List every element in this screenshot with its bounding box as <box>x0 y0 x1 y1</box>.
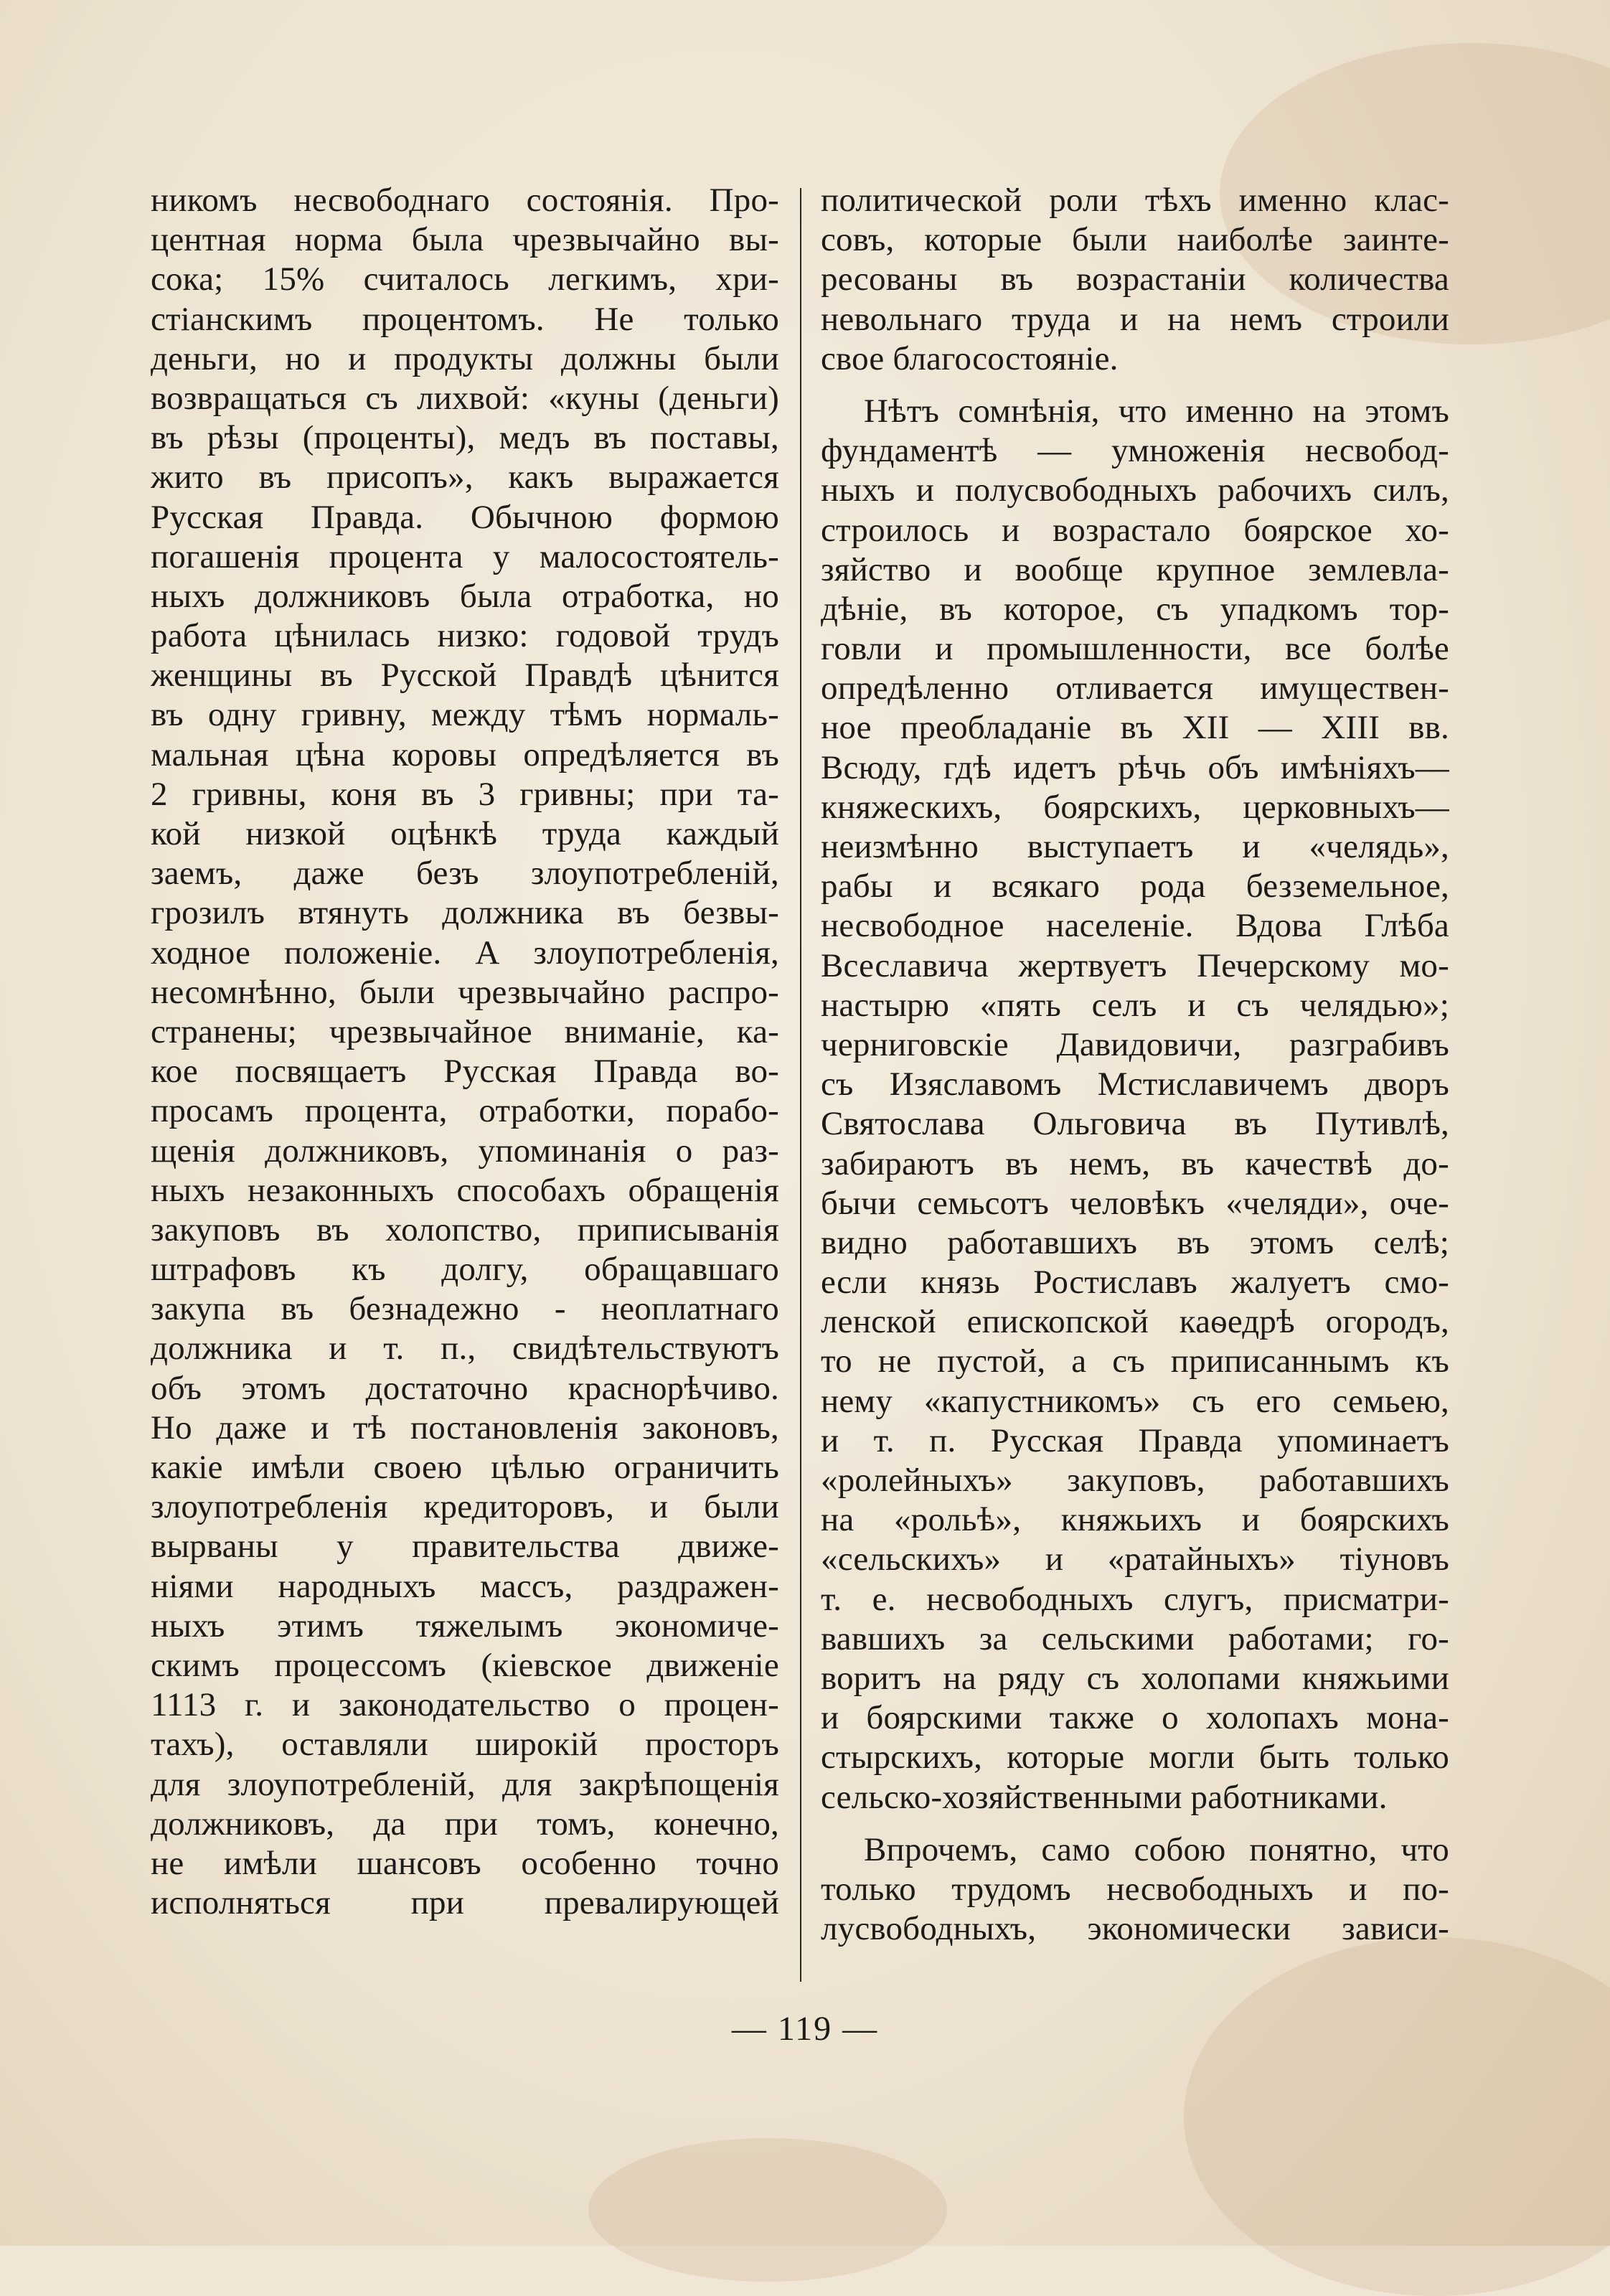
text-line: должниковъ, да при томъ, конечно, <box>151 1805 779 1843</box>
text-line: грозилъ втянуть должника въ безвы- <box>151 894 779 932</box>
text-line: Всюду, гдѣ идетъ рѣчь объ имѣніяхъ— <box>821 748 1449 786</box>
text-line: Святослава Ольговича въ Путивлѣ, <box>821 1105 1449 1143</box>
text-line: 2 гривны, коня въ 3 гривны; при та- <box>151 775 779 813</box>
text-line: какіе имѣли своею цѣлью ограничить <box>151 1449 779 1486</box>
text-line: на «рольѣ», княжьихъ и боярскихъ <box>821 1501 1449 1539</box>
text-line: нему «капустникомъ» съ его семьею, <box>821 1382 1449 1420</box>
paragraph-start-line: Впрочемъ, само собою понятно, что <box>864 1830 1449 1868</box>
text-line: рабы и всякаго рода безземельное, <box>821 867 1449 905</box>
text-line: объ этомъ достаточно краснорѣчиво. <box>151 1369 779 1407</box>
text-line: ныхъ незаконныхъ способахъ обращенія <box>151 1171 779 1209</box>
text-line: вавшихъ за сельскими работами; го- <box>821 1619 1449 1657</box>
text-line: политической роли тѣхъ именно клас- <box>821 182 1449 219</box>
text-line: ленской епископской каѳедрѣ огородъ, <box>821 1303 1449 1341</box>
text-line: для злоупотребленій, для закрѣпощенія <box>151 1765 779 1803</box>
text-line: въ одну гривну, между тѣмъ нормаль- <box>151 696 779 734</box>
paragraph-start-line: Нѣтъ сомнѣнія, что именно на этомъ <box>864 392 1449 430</box>
text-line: сельско-хозяйственными работниками. <box>821 1778 1388 1816</box>
text-line: кое посвящаетъ Русская Правда во- <box>151 1053 779 1091</box>
text-line: видно работавшихъ въ этомъ селѣ; <box>821 1223 1449 1261</box>
text-line: ніями народныхъ массъ, раздражен- <box>151 1567 779 1605</box>
text-line: странены; чрезвычайное вниманіе, ка- <box>151 1012 779 1050</box>
text-line: забираютъ въ немъ, въ качествѣ до- <box>821 1144 1449 1182</box>
text-line: исполняться при превалирующей <box>151 1884 779 1922</box>
text-line: просамъ процента, отработки, порабо- <box>151 1092 779 1130</box>
text-line: ныхъ должниковъ была отработка, но <box>151 577 779 615</box>
text-line: деньги, но и продукты должны были <box>151 339 779 377</box>
text-line: злоупотребленія кредиторовъ, и были <box>151 1488 779 1526</box>
text-line: никомъ несвободнаго состоянія. Про- <box>151 182 779 219</box>
text-line: щенія должниковъ, упоминанія о раз- <box>151 1131 779 1170</box>
text-line: центная норма была чрезвычайно вы- <box>151 221 779 259</box>
text-line: только трудомъ несвободныхъ и по- <box>821 1870 1449 1908</box>
text-line: жито въ присопъ», какъ выражается <box>151 458 779 497</box>
text-line: 1113 г. и законодательство о процен- <box>151 1686 779 1724</box>
text-line: ресованы въ возрастаніи количества <box>821 260 1449 298</box>
text-line: неизмѣнно выступаетъ и «челядь», <box>821 828 1449 865</box>
text-line: «сельскихъ» и «ратайныхъ» тіуновъ <box>821 1540 1449 1578</box>
text-line: стырскихъ, которые могли быть только <box>821 1739 1449 1777</box>
text-line: опредѣленно отливается имуществен- <box>821 669 1449 707</box>
text-line: «ролейныхъ» закуповъ, работавшихъ <box>821 1462 1449 1499</box>
text-line: то не пустой, а съ приписаннымъ къ <box>821 1342 1449 1380</box>
text-line: черниговскіе Давидовичи, разграбивъ <box>821 1025 1449 1063</box>
text-line: работа цѣнилась низко: годовой трудъ <box>151 617 779 655</box>
text-line: сока; 15% считалось легкимъ, хри- <box>151 260 779 298</box>
text-line: княжескихъ, боярскихъ, церковныхъ— <box>821 788 1449 826</box>
text-line: говли и промышленности, все болѣе <box>821 630 1449 668</box>
text-line: и т. п. Русская Правда упоминаетъ <box>821 1421 1449 1459</box>
text-line: тахъ), оставляли широкій просторъ <box>151 1726 779 1764</box>
text-line: стіанскимъ процентомъ. Не только <box>151 300 779 338</box>
text-line: скимъ процессомъ (кіевское движеніе <box>151 1646 779 1684</box>
column-divider <box>800 188 801 1982</box>
text-line: фундаментѣ — умноженія несвобод- <box>821 432 1449 470</box>
text-line: съ Изяславомъ Мстиславичемъ дворъ <box>821 1065 1449 1104</box>
text-line: должника и т. п., свидѣтельствуютъ <box>151 1330 779 1368</box>
text-line: мальная цѣна коровы опредѣляется въ <box>151 735 779 773</box>
text-line: закуповъ въ холопство, приписыванія <box>151 1210 779 1248</box>
paper-stain <box>588 2138 947 2282</box>
right-text-column <box>821 181 1449 1949</box>
text-line: совъ, которые были наиболѣе заинте- <box>821 221 1449 259</box>
text-line: несвободное населеніе. Вдова Глѣба <box>821 907 1449 945</box>
text-line: заемъ, даже безъ злоупотребленій, <box>151 855 779 893</box>
text-line: ное преобладаніе въ XII — XIII вв. <box>821 709 1449 747</box>
text-line: погашенія процента у малосостоятель- <box>151 537 779 575</box>
text-line: Но даже и тѣ постановленія законовъ, <box>151 1408 779 1446</box>
text-line: невольнаго труда и на немъ строили <box>821 300 1449 338</box>
text-line: кой низкой оцѣнкѣ труда каждый <box>151 815 779 852</box>
text-line: строилось и возрастало боярское хо- <box>821 511 1449 549</box>
text-line: и боярскими также о холопахъ мона- <box>821 1699 1449 1737</box>
page-number: — 119 — <box>731 2010 879 2048</box>
text-line: если князь Ростиславъ жалуетъ смо- <box>821 1264 1449 1302</box>
text-line: настырю «пять селъ и съ челядью»; <box>821 986 1449 1024</box>
text-line: закупа въ безнадежно - неоплатнаго <box>151 1290 779 1328</box>
left-text-column <box>151 181 779 1923</box>
text-line: ныхъ и полусвободныхъ рабочихъ силъ, <box>821 471 1449 509</box>
text-line: ходное положеніе. А злоупотребленія, <box>151 933 779 971</box>
document-page <box>151 181 1456 1989</box>
text-line: т. е. несвободныхъ слугъ, присматри- <box>821 1580 1449 1618</box>
text-line: бычи семьсотъ человѣкъ «челяди», оче- <box>821 1184 1449 1222</box>
text-line: Русская Правда. Обычною формою <box>151 498 779 536</box>
paper-stain <box>1184 1937 1610 2296</box>
text-line: вырваны у правительства движе- <box>151 1528 779 1566</box>
text-line: несомнѣнно, были чрезвычайно распро- <box>151 973 779 1011</box>
text-line: ныхъ этимъ тяжелымъ экономиче- <box>151 1606 779 1645</box>
text-line: женщины въ Русской Правдѣ цѣнится <box>151 657 779 695</box>
text-line: лусвободныхъ, экономически зависи- <box>821 1910 1449 1948</box>
text-line: не имѣли шансовъ особенно точно <box>151 1844 779 1882</box>
text-line: возвращаться съ лихвой: «куны (деньги) <box>151 379 779 417</box>
text-line: зяйство и вообще крупное землевла- <box>821 550 1449 588</box>
text-line: свое благосостояніе. <box>821 339 1119 377</box>
text-line: штрафовъ къ долгу, обращавшаго <box>151 1251 779 1289</box>
text-line: дѣніе, въ которое, съ упадкомъ тор- <box>821 590 1449 628</box>
text-line: Всеславича жертвуетъ Печерскому мо- <box>821 946 1449 984</box>
text-line: въ рѣзы (проценты), медъ въ поставы, <box>151 419 779 457</box>
text-line: воритъ на ряду съ холопами княжьими <box>821 1659 1449 1697</box>
